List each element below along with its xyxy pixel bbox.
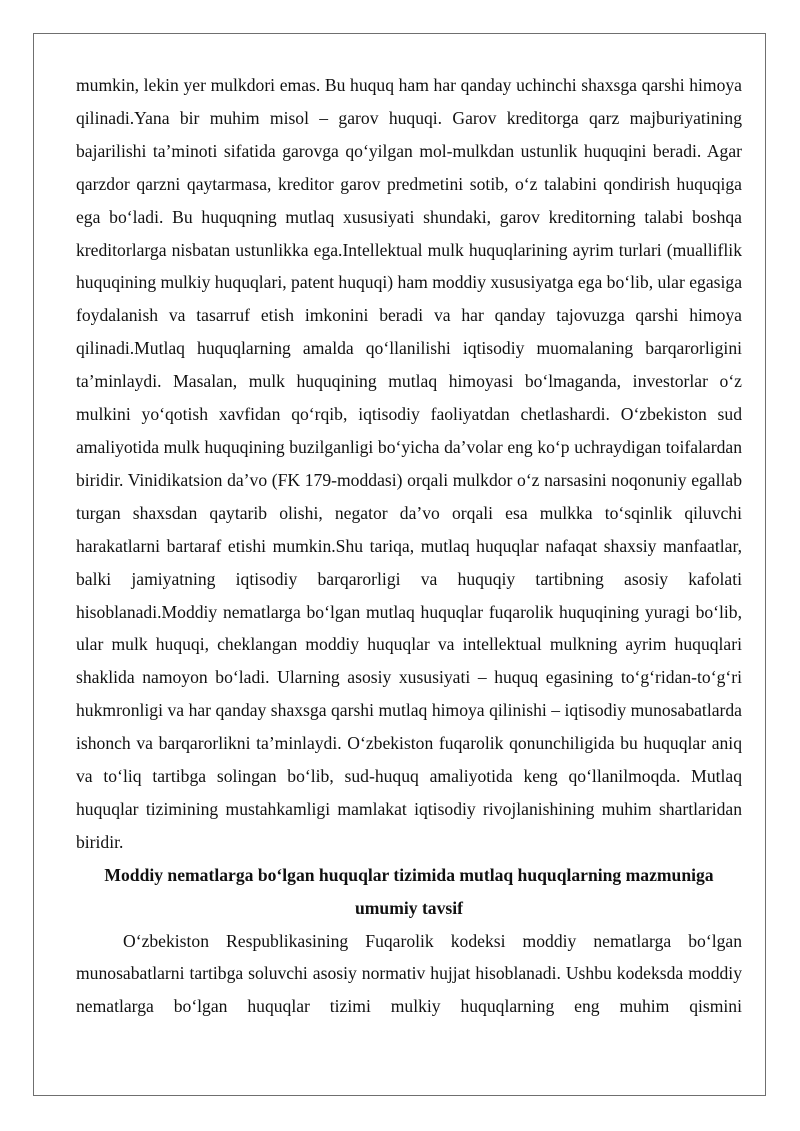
- body-paragraph: mumkin, lekin yer mulkdori emas. Bu huquq ham har qanday uchinchi shaxsga qarshi himoya qilinadi.Yana bir muhim misol – garov huquqi. Garov kreditorga qarz majburiyatining bajarilishi ta’minoti sifatida garovga qo‘yilgan mol-mulkdan ustunlik huquqini beradi. Agar qarzdor qarzni qaytarmasa, kreditor garov predmetini sotib, o‘z talabini qondirish huquqiga ega bo‘ladi. Bu huquqning mutlaq xususiyati shundaki, garov kreditorning talabi boshqa kreditorlarga nisbatan ustunlikka ega.Intellektual mulk huquqlarining ayrim turlari (mualliflik huquqining mulkiy huquqlari, patent huquqi) ham moddiy xususiyatga ega bo‘lib, ular egasiga foydalanish va tasarruf etish imkonini beradi va har qanday tajovuzga qarshi himoya qilinadi.Mutlaq huquqlarning amalda qo‘llanilishi iqtisodiy muomalaning barqarorligini ta’minlaydi. Masalan, mulk huquqining mutlaq himoyasi bo‘lmaganda, investorlar o‘z mulkini yo‘qotish xavfidan qo‘rqib, iqtisodiy faoliyatdan chetlashardi. O‘zbekiston sud amaliyotida mulk huquqining buzilganligi bo‘yicha da’volar eng ko‘p uchraydigan toifalardan biridir. Vinidikatsion da’vo (FK 179-moddasi) orqali mulkdor o‘z narsasini noqonuniy egallab turgan shaxsdan qaytarib olishi, negator da’vo orqali esa mulkka to‘sqinlik qiluvchi harakatlarni bartaraf etishi mumkin.Shu tariqa, mutlaq huquqlar nafaqat shaxsiy manfaatlar, balki jamiyatning iqtisodiy barqarorligi va huquqiy tartibning asosiy kafolati hisoblanadi.Moddiy nematlarga bo‘lgan mutlaq huquqlar fuqarolik huquqining yuragi bo‘lib, ular mulk huquqi, cheklangan moddiy huquqlar va intellektual mulkning ayrim huquqlari shaklida namoyon bo‘ladi. Ularning asosiy xususiyati – huquq egasining to‘g‘ridan-to‘g‘ri hukmronligi va har qanday shaxsga qarshi mutlaq himoya qilinishi – iqtisodiy munosabatlarda ishonch va barqarorlikni ta’minlaydi. O‘zbekiston fuqarolik qonunchiligida bu huquqlar aniq va to‘liq tartibga solingan bo‘lib, sud-huquq amaliyotida keng qo‘llanilmoqda. Mutlaq huquqlar tizimining mustahkamligi mamlakat iqtisodiy rivojlanishining muhim shartlaridan biridir.: [76, 75, 743, 852]
- document-body: [76, 69, 742, 1023]
- section-heading-line-2: umumiy tavsif: [354, 897, 463, 918]
- section-heading: [76, 859, 742, 925]
- body-paragraph-continued: O‘zbekiston Respublikasining Fuqarolik kodeksi moddiy nematlarga bo‘lgan munosabatlarni tartibga soluvchi asosiy normativ hujjat hisoblanadi. Ushbu kodeksda moddiy nematlarga bo‘lgan huquqlar tizimi mulkiy huquqlarning eng muhim qismini: [76, 930, 742, 1017]
- section-heading-line-1: Moddiy nematlarga bo‘lgan huquqlar tizimida mutlaq huquqlarning mazmuniga: [104, 864, 714, 885]
